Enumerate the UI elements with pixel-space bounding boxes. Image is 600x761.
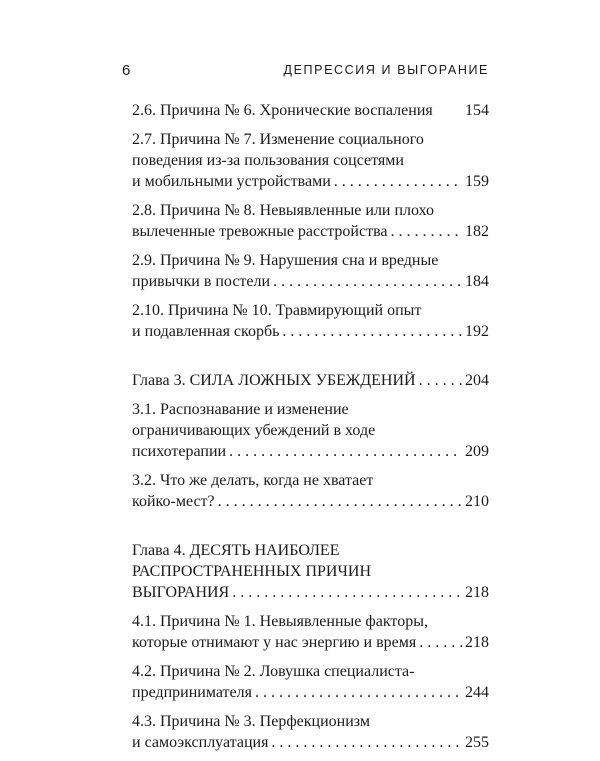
toc-entry[interactable]	[132, 100, 489, 121]
toc-entry-line: 2.7. Причина № 7. Изменение социального	[132, 131, 424, 148]
chapter-spacer	[132, 520, 489, 540]
toc-entry-title: привычки в постели	[132, 273, 271, 290]
toc-page-number: 210	[465, 493, 489, 510]
dot-leader	[419, 632, 462, 653]
toc-entry-last-line	[132, 582, 489, 603]
dot-leader	[229, 441, 462, 462]
dot-leader	[273, 271, 462, 292]
toc-entry-line: 2.9. Причина № 9. Нарушения сна и вредные	[132, 252, 439, 269]
toc-entry-last-line	[132, 271, 489, 292]
toc-entry[interactable]	[132, 470, 489, 512]
toc-page-number: 182	[465, 223, 489, 240]
toc-entry-last-line	[132, 441, 489, 462]
toc-entry-line: 2.10. Причина № 10. Травмирующий опыт	[132, 302, 422, 319]
running-header	[122, 62, 489, 84]
toc-entry-line: 3.2. Что же делать, когда не хватает	[132, 472, 374, 489]
toc-entry-title: которые отнимают у нас энергию и время	[132, 634, 417, 651]
toc-entry-title: ВЫГОРАНИЯ	[132, 584, 230, 601]
toc-page-number: 154	[465, 102, 489, 119]
toc-entry-title: и самоэксплуатация	[132, 734, 269, 751]
toc-entry-line: Глава 4. ДЕСЯТЬ НАИБОЛЕЕ	[132, 542, 340, 559]
toc-page-number: 184	[465, 273, 489, 290]
toc-entry[interactable]	[132, 399, 489, 462]
toc-entry[interactable]	[132, 661, 489, 703]
dot-leader	[391, 221, 462, 242]
toc-page-number: 255	[465, 734, 489, 751]
table-of-contents	[132, 100, 489, 761]
toc-entry-line: ограничивающих убеждений в ходе	[132, 422, 376, 439]
toc-entry-line: 3.1. Распознавание и изменение	[132, 401, 349, 418]
toc-page-number: 218	[465, 584, 489, 601]
toc-entry-title: вылеченные тревожные расстройства	[132, 223, 388, 240]
page-number: 6	[122, 62, 131, 79]
toc-entry-line: 2.8. Причина № 8. Невыявленные или плохо	[132, 202, 435, 219]
toc-entry-line: 4.3. Причина № 3. Перфекционизм	[132, 713, 371, 730]
toc-entry-title: койко-мест?	[132, 493, 215, 510]
toc-entry-last-line	[132, 171, 489, 192]
toc-page-number: 209	[465, 443, 489, 460]
dot-leader	[255, 682, 462, 703]
toc-entry-last-line	[132, 221, 489, 242]
toc-entry[interactable]	[132, 370, 489, 391]
toc-page-number: 204	[465, 372, 489, 389]
toc-entry-last-line	[132, 491, 489, 512]
toc-entry-line: 4.1. Причина № 1. Невыявленные факторы,	[132, 613, 428, 630]
toc-entry[interactable]	[132, 200, 489, 242]
toc-entry-last-line	[132, 682, 489, 703]
dot-leader	[282, 321, 462, 342]
toc-entry[interactable]	[132, 250, 489, 292]
toc-entry[interactable]	[132, 129, 489, 192]
toc-entry-title: и подавленная скорбь	[132, 323, 280, 340]
dot-leader	[232, 582, 462, 603]
toc-entry-line: поведения из-за пользования соцсетями	[132, 152, 404, 169]
toc-entry-title: психотерапии	[132, 443, 227, 460]
toc-entry[interactable]	[132, 300, 489, 342]
toc-entry-line: 4.2. Причина № 2. Ловушка специалиста-	[132, 663, 415, 680]
toc-page-number: 244	[465, 684, 489, 701]
toc-entry[interactable]	[132, 611, 489, 653]
dot-leader	[419, 370, 462, 391]
toc-entry-last-line	[132, 370, 489, 391]
toc-entry-last-line	[132, 321, 489, 342]
toc-entry-last-line	[132, 100, 489, 121]
running-title: ДЕПРЕССИЯ И ВЫГОРАНИЕ	[283, 63, 489, 77]
toc-entry-last-line	[132, 632, 489, 653]
toc-page-number: 192	[465, 323, 489, 340]
toc-entry-line: РАСПРОСТРАНЕННЫХ ПРИЧИН	[132, 563, 371, 580]
toc-page-number: 218	[465, 634, 489, 651]
toc-entry-title: Глава 3. СИЛА ЛОЖНЫХ УБЕЖДЕНИЙ	[132, 372, 416, 389]
dot-leader	[334, 171, 462, 192]
toc-entry[interactable]	[132, 540, 489, 603]
toc-entry[interactable]	[132, 711, 489, 753]
toc-page-number: 159	[465, 173, 489, 190]
toc-entry-title: и мобильными устройствами	[132, 173, 331, 190]
toc-entry-title: предпринимателя	[132, 684, 252, 701]
dot-leader	[218, 491, 462, 512]
toc-entry-title: 2.6. Причина № 6. Хронические воспаления	[132, 102, 433, 119]
chapter-spacer	[132, 350, 489, 370]
